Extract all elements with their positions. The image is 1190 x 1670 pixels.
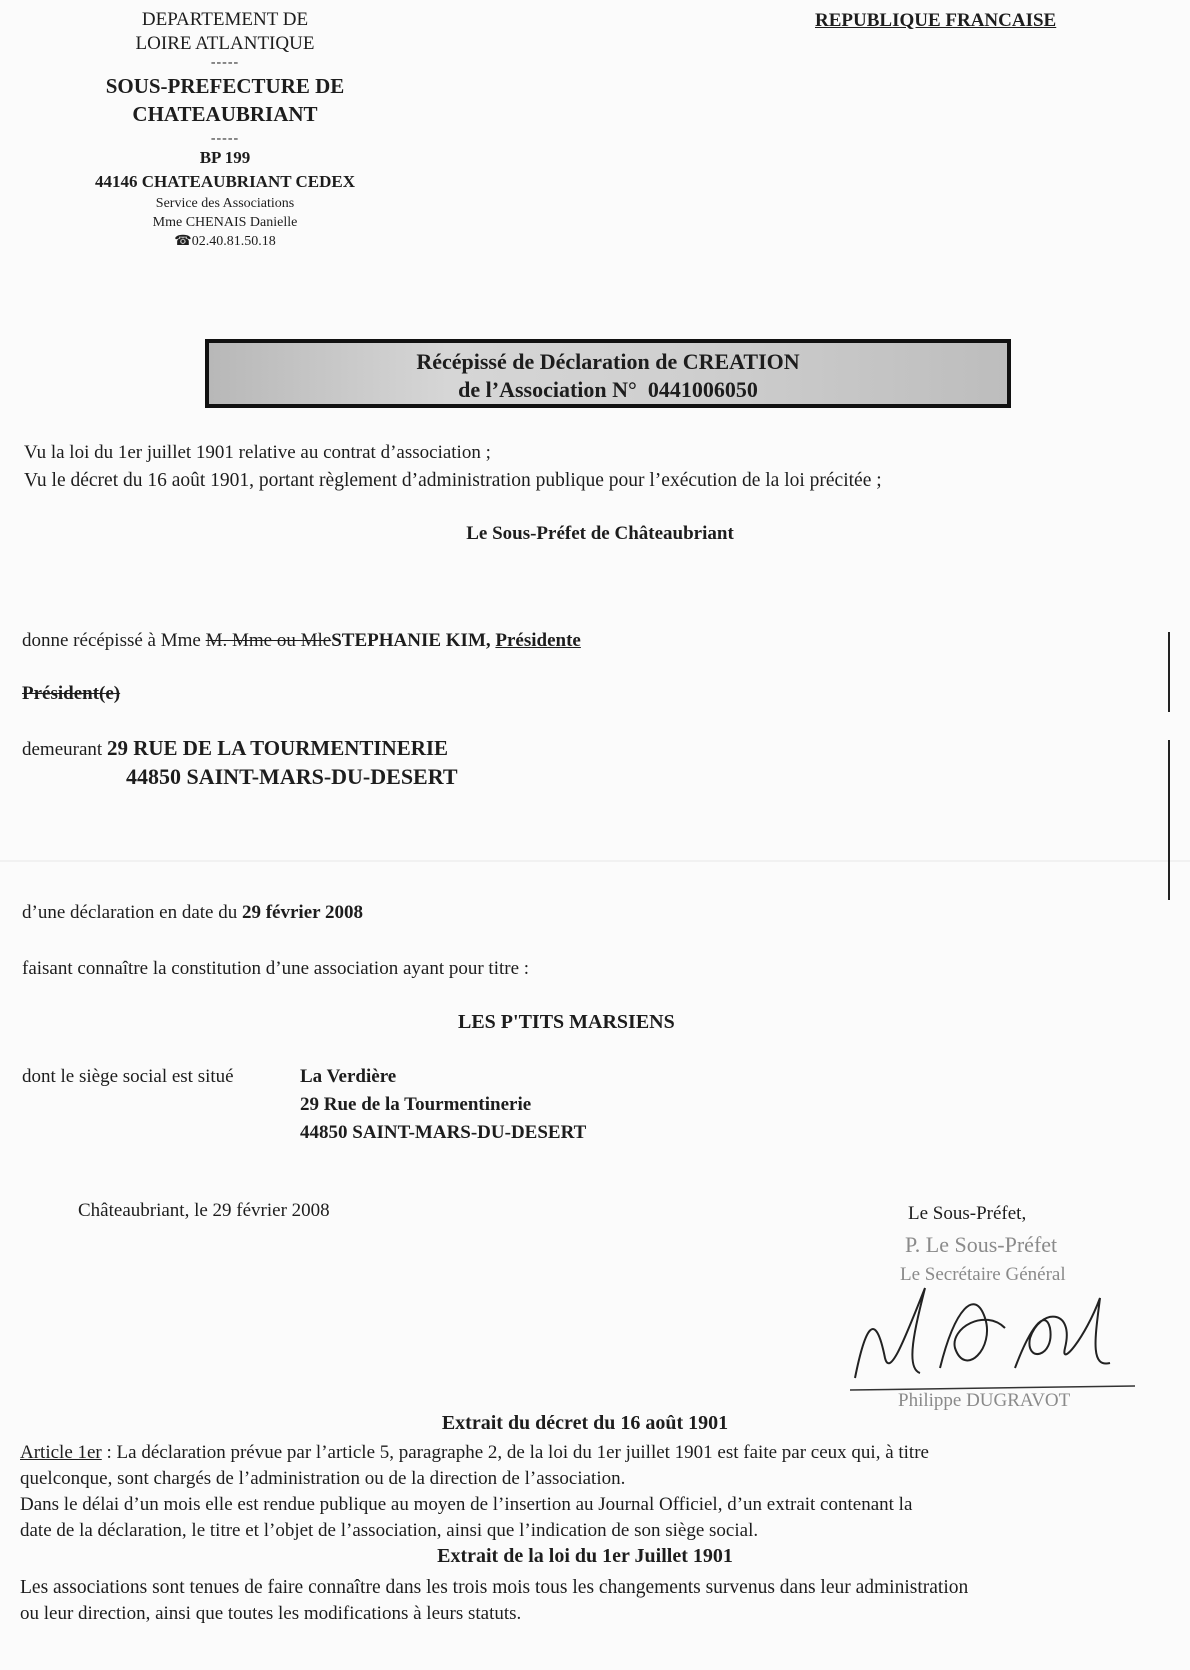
- subprefecture-line: CHATEAUBRIANT: [132, 102, 318, 126]
- title-line: Récépissé de Déclaration de CREATION: [416, 349, 800, 374]
- recipient-name: STEPHANIE KIM,: [331, 630, 491, 651]
- law-heading: Extrait de la loi du 1er Juillet 1901: [437, 1545, 733, 1567]
- fold-line: [0, 860, 1190, 862]
- title-box: [205, 339, 1011, 408]
- contact-line: Mme CHENAIS Danielle: [152, 215, 298, 230]
- address-city: 44850 SAINT-MARS-DU-DESERT: [126, 764, 458, 789]
- authority-heading: Le Sous-Préfet de Châteaubriant: [466, 523, 734, 544]
- seat-line: 44850 SAINT-MARS-DU-DESERT: [300, 1122, 587, 1143]
- struck-role: Président(e): [22, 683, 121, 704]
- subprefecture-line: SOUS-PREFECTURE DE: [105, 74, 345, 98]
- seat-line: 29 Rue de la Tourmentinerie: [300, 1094, 532, 1115]
- declaration-date: 29 février 2008: [241, 902, 363, 923]
- law-line: ou leur direction, ainsi que toutes les modifications à leurs statuts.: [20, 1603, 522, 1624]
- bp-line: BP 199: [199, 148, 251, 167]
- stamp-line: Le Secrétaire Général: [900, 1264, 1066, 1285]
- stamp-name: Philippe DUGRAVOT: [898, 1390, 1071, 1411]
- title-line: [209, 376, 1007, 404]
- decree-line: date de la déclaration, le titre et l’objet de l’association, ainsi que l’indication de son siège social.: [20, 1520, 759, 1541]
- recipient-role: Présidente: [495, 630, 581, 651]
- margin-mark: [1168, 740, 1170, 900]
- constitution-line: faisant connaître la constitution d’une association ayant pour titre :: [22, 958, 530, 979]
- service-line: Service des Associations: [155, 196, 295, 211]
- decree-heading: Extrait du décret du 16 août 1901: [441, 1412, 729, 1434]
- law-line: Les associations sont tenues de faire connaître dans les trois mois tous les changements survenus dans leur administration: [20, 1577, 969, 1598]
- address-street: 29 RUE DE LA TOURMENTINERIE: [106, 736, 449, 760]
- association-name: LES P'TITS MARSIENS: [458, 1011, 675, 1033]
- title-prefix: de l’Association N°: [458, 377, 637, 402]
- separator: -----: [210, 55, 240, 70]
- department-line: DEPARTEMENT DE: [141, 9, 309, 30]
- recipient-prefix: donne récépissé à Mme: [22, 630, 201, 651]
- declaration-line: [22, 899, 363, 926]
- struck-civility: M. Mme ou Mle: [205, 630, 332, 651]
- republic-heading: REPUBLIQUE FRANCAISE: [815, 10, 1057, 31]
- decree-line: [20, 1439, 929, 1466]
- seat-line: La Verdière: [300, 1066, 397, 1087]
- handwritten-signature: [845, 1268, 1145, 1408]
- issuer-block: [60, 8, 390, 251]
- phone-line: ☎02.40.81.50.18: [174, 234, 276, 249]
- address-label: demeurant: [22, 739, 103, 760]
- place-date: Châteaubriant, le 29 février 2008: [78, 1200, 330, 1221]
- decree-line: quelconque, sont chargés de l’administration ou de la direction de l’association.: [20, 1468, 626, 1489]
- recipient-line: [22, 627, 581, 654]
- seat-label: dont le siège social est situé: [22, 1066, 234, 1087]
- signatory-title: Le Sous-Préfet,: [908, 1203, 1027, 1224]
- margin-mark: [1168, 632, 1170, 712]
- city-line: 44146 CHATEAUBRIANT CEDEX: [94, 172, 356, 191]
- association-number: 0441006050: [647, 377, 758, 402]
- stamp-line: P. Le Sous-Préfet: [905, 1232, 1058, 1257]
- department-line: LOIRE ATLANTIQUE: [135, 33, 315, 54]
- article-label: Article 1er: [20, 1442, 102, 1463]
- separator: -----: [210, 131, 240, 146]
- article-text: : La déclaration prévue par l’article 5, paragraphe 2, de la loi du 1er juillet 1901 est faite par ceux qui, à titre: [101, 1442, 929, 1463]
- address-line: [22, 735, 448, 763]
- preamble-line: Vu le décret du 16 août 1901, portant règlement d’administration publique pour l’exécution de la loi précitée ;: [24, 470, 882, 491]
- preamble-line: Vu la loi du 1er juillet 1901 relative au contrat d’association ;: [24, 442, 491, 463]
- declaration-prefix: d’une déclaration en date du: [22, 902, 238, 923]
- decree-line: Dans le délai d’un mois elle est rendue publique au moyen de l’insertion au Journal Officiel, d’un extrait contenant la: [20, 1494, 913, 1515]
